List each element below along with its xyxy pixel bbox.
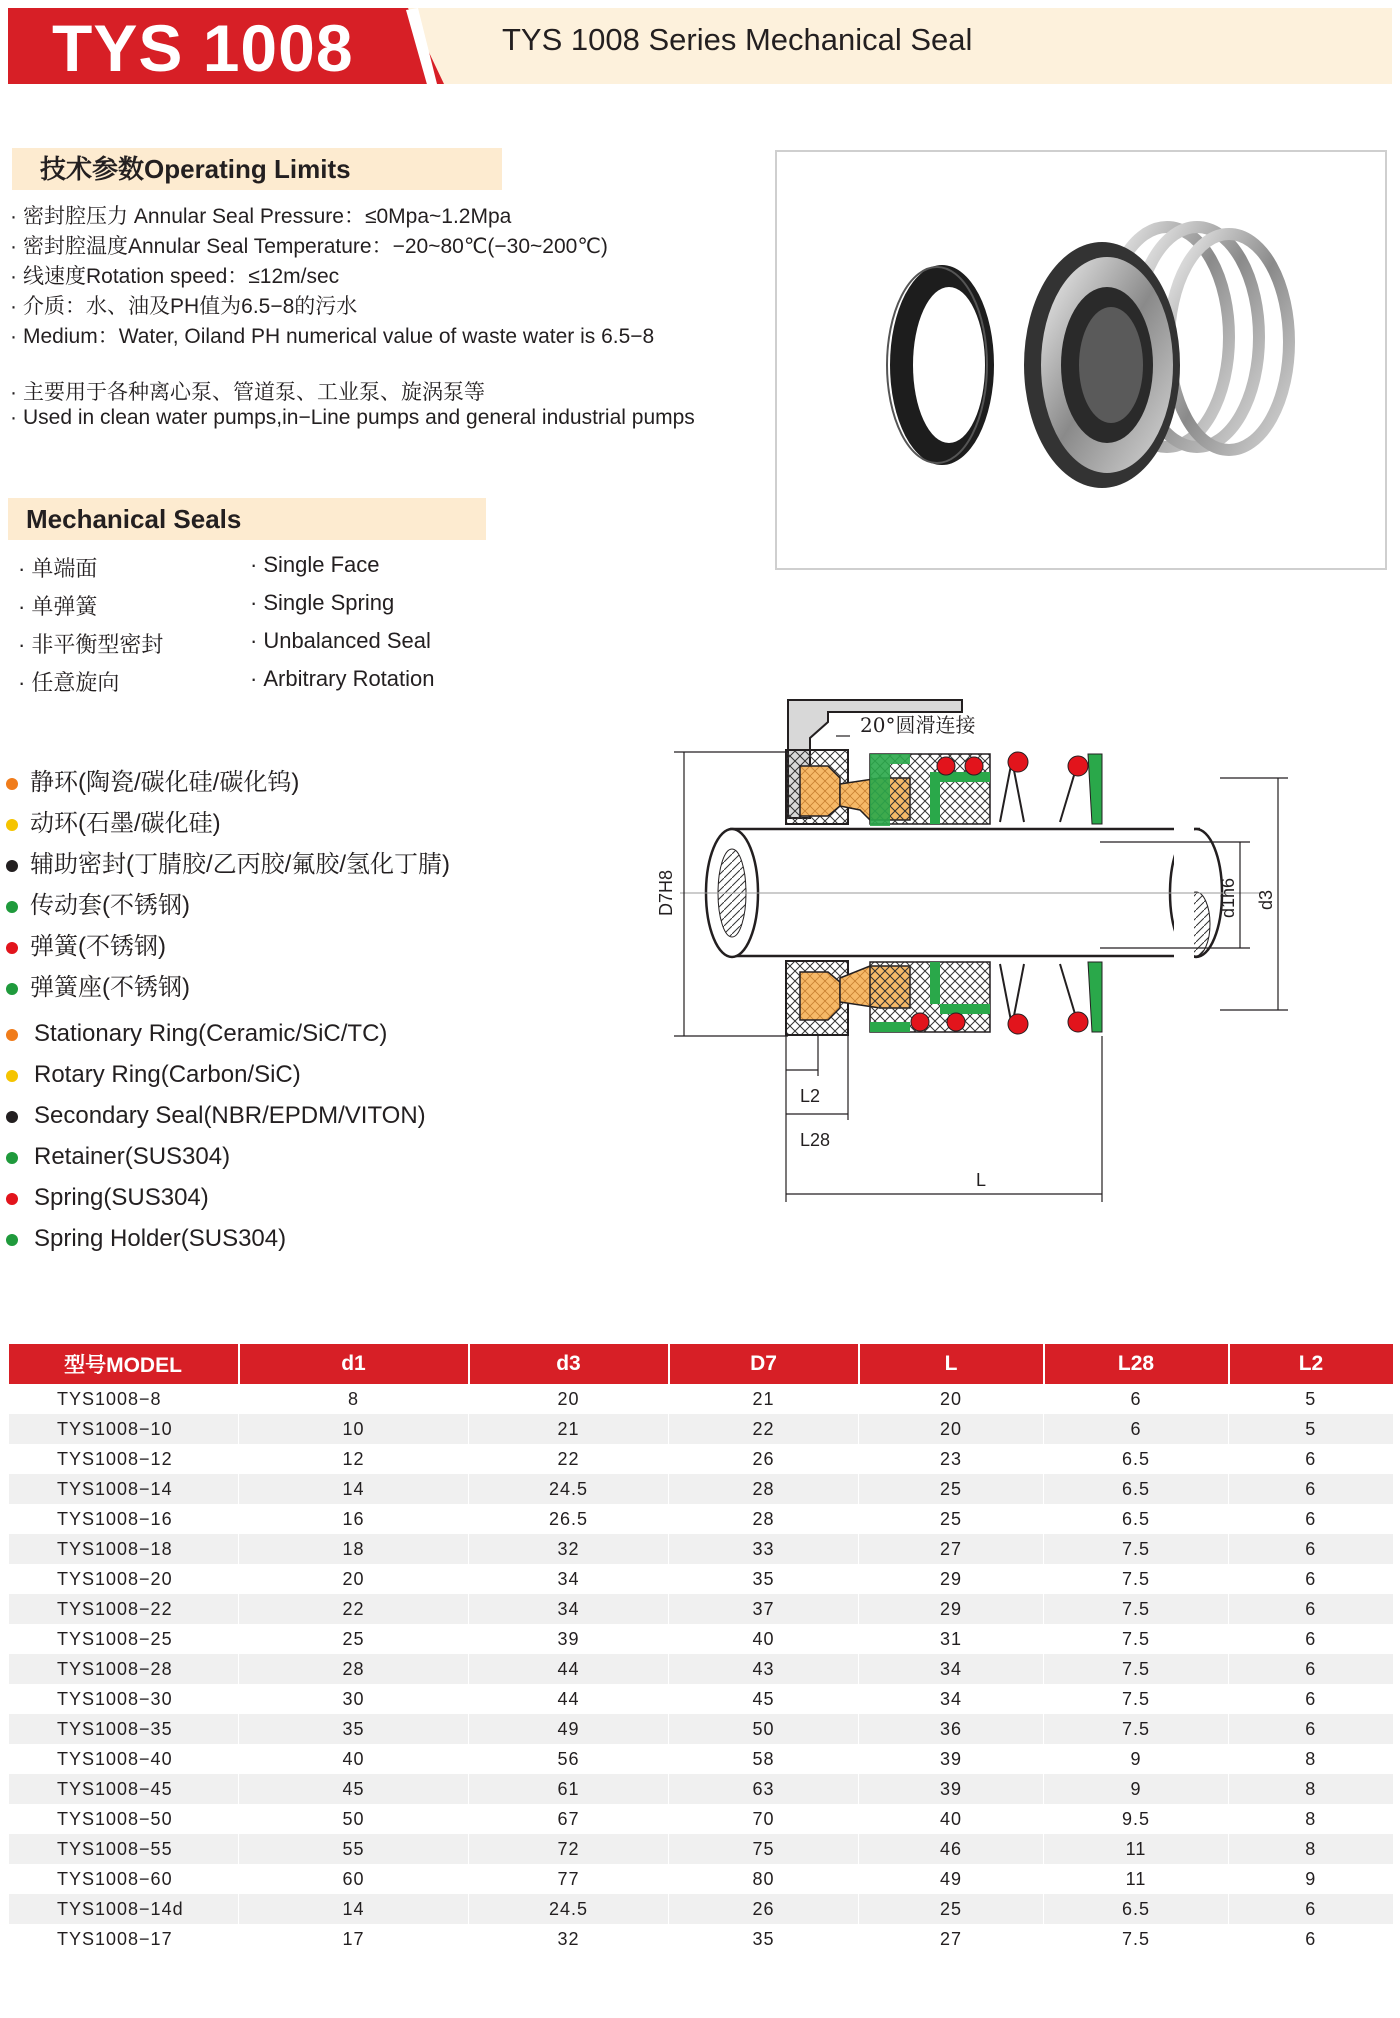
legend-item: 传动套(不锈钢) [6,885,190,920]
table-cell: 8 [1229,1834,1393,1864]
table-cell: TYS1008−16 [9,1504,239,1534]
table-cell: 6 [1229,1654,1393,1684]
table-cell: 7.5 [1044,1564,1229,1594]
legend-item: 辅助密封(丁腈胶/乙丙胶/氟胶/氢化丁腈) [6,844,450,879]
table-cell: 14 [239,1474,469,1504]
table-cell: TYS1008−22 [9,1594,239,1624]
legend-item: 弹簧座(不锈钢) [6,967,190,1002]
table-cell: 63 [669,1774,859,1804]
spring-holder-dot [6,983,18,995]
table-cell: 34 [859,1654,1044,1684]
table-cell: 20 [469,1384,669,1414]
table-cell: 28 [669,1504,859,1534]
secondary-seal-dot [6,860,18,872]
legend-item: Retainer(SUS304) [6,1143,230,1171]
limit-line: · Medium：Water, Oiland PH numerical value of waste water is 6.5−8 [10,325,655,348]
limit-line: · 线速度Rotation speed：≤12m/sec [10,265,340,288]
table-cell: 8 [1229,1774,1393,1804]
table-cell: 39 [859,1774,1044,1804]
table-row [9,1834,1393,1864]
table-cell: 28 [669,1474,859,1504]
table-cell: 25 [859,1504,1044,1534]
table-cell: 23 [859,1444,1044,1474]
table-cell: 45 [239,1774,469,1804]
table-cell: TYS1008−35 [9,1714,239,1744]
legend-item: Rotary Ring(Carbon/SiC) [6,1061,301,1089]
table-cell: 29 [859,1594,1044,1624]
table-row [9,1534,1393,1564]
table-cell: 16 [239,1504,469,1534]
table-row [9,1384,1393,1414]
table-cell: 20 [859,1384,1044,1414]
table-cell: 35 [669,1924,859,1954]
table-cell: TYS1008−8 [9,1384,239,1414]
l-label: L [976,1170,987,1190]
table-cell: TYS1008−14d [9,1894,239,1924]
table-cell: 17 [239,1924,469,1954]
limit-line: · 介质：水、油及PH值为6.5−8的污水 [10,295,358,318]
limit-line: · 密封腔压力 Annular Seal Pressure：≤0Mpa~1.2Mpa [10,205,512,228]
table-cell: 8 [239,1384,469,1414]
operating-limits-heading: 技术参数Operating Limits [12,148,502,190]
table-cell: 21 [669,1384,859,1414]
usage-line: · 主要用于各种离心泵、管道泵、工业泵、旋涡泵等 [10,381,485,404]
table-cell: 6 [1044,1384,1229,1414]
table-cell: TYS1008−55 [9,1834,239,1864]
legend-item: Spring(SUS304) [6,1184,209,1212]
table-cell: 6 [1229,1894,1393,1924]
table-cell: 80 [669,1864,859,1894]
table-cell: 7.5 [1044,1654,1229,1684]
table-cell: 34 [859,1684,1044,1714]
table-cell: 7.5 [1044,1924,1229,1954]
table-row [9,1504,1393,1534]
d3-label: d3 [1256,889,1276,910]
table-cell: 10 [239,1414,469,1444]
column-header: D7 [669,1344,859,1384]
column-header: L2 [1229,1344,1393,1384]
legend-item: Secondary Seal(NBR/EPDM/VITON) [6,1102,426,1130]
table-cell: 29 [859,1564,1044,1594]
spec-table [8,1344,1393,1954]
legend-item: Stationary Ring(Ceramic/SiC/TC) [6,1020,387,1048]
rotary-ring-dot [6,819,18,831]
table-cell: 32 [469,1924,669,1954]
legend-item: Spring Holder(SUS304) [6,1225,286,1253]
column-header: 型号MODEL [9,1344,239,1384]
table-cell: 11 [1044,1864,1229,1894]
table-cell: 20 [859,1414,1044,1444]
d1-label: d1h6 [1218,877,1238,918]
table-cell: 77 [469,1864,669,1894]
table-row [9,1804,1393,1834]
spring-dot [6,1193,18,1205]
table-cell: 26.5 [469,1504,669,1534]
table-cell: 31 [859,1624,1044,1654]
table-cell: 6 [1229,1564,1393,1594]
table-cell: TYS1008−45 [9,1774,239,1804]
table-cell: TYS1008−17 [9,1924,239,1954]
table-cell: 8 [1229,1804,1393,1834]
table-cell: 39 [469,1624,669,1654]
table-cell: 40 [669,1624,859,1654]
table-cell: TYS1008−50 [9,1804,239,1834]
table-cell: 6.5 [1044,1504,1229,1534]
table-cell: 6 [1229,1474,1393,1504]
table-cell: 34 [469,1564,669,1594]
table-cell: 34 [469,1594,669,1624]
feature-en: · Single Face [250,552,380,577]
table-cell: 21 [469,1414,669,1444]
retainer-dot [6,901,18,913]
table-row [9,1714,1393,1744]
column-header: d1 [239,1344,469,1384]
table-cell: 22 [239,1594,469,1624]
table-cell: 60 [239,1864,469,1894]
table-cell: 5 [1229,1384,1393,1414]
table-cell: 9.5 [1044,1804,1229,1834]
table-cell: 14 [239,1894,469,1924]
table-row [9,1924,1393,1954]
table-cell: 12 [239,1444,469,1474]
table-cell: 49 [859,1864,1044,1894]
stationary-ring-dot [6,778,18,790]
model-title: TYS 1008 [52,11,354,85]
table-cell: TYS1008−20 [9,1564,239,1594]
feature-en: · Single Spring [250,590,395,615]
table-cell: 25 [859,1894,1044,1924]
column-header: L [859,1344,1044,1384]
d7-label: D7H8 [656,869,676,916]
secondary-seal-dot [6,1111,18,1123]
table-cell: 39 [859,1744,1044,1774]
table-cell: TYS1008−10 [9,1414,239,1444]
table-cell: 7.5 [1044,1624,1229,1654]
table-cell: TYS1008−30 [9,1684,239,1714]
table-cell: 45 [669,1684,859,1714]
table-row [9,1474,1393,1504]
table-cell: 50 [239,1804,469,1834]
table-row [9,1654,1393,1684]
table-row [9,1684,1393,1714]
table-cell: 26 [669,1894,859,1924]
table-row [9,1894,1393,1924]
table-cell: 27 [859,1534,1044,1564]
table-cell: 6 [1229,1624,1393,1654]
table-cell: 24.5 [469,1894,669,1924]
table-cell: TYS1008−12 [9,1444,239,1474]
table-cell: 75 [669,1834,859,1864]
table-cell: 35 [239,1714,469,1744]
column-header: d3 [469,1344,669,1384]
column-header: L28 [1044,1344,1229,1384]
table-cell: 27 [859,1924,1044,1954]
table-cell: 40 [239,1744,469,1774]
table-cell: 32 [469,1534,669,1564]
retainer-dot [6,1152,18,1164]
table-row [9,1774,1393,1804]
table-cell: 5 [1229,1414,1393,1444]
spring-holder-dot [6,1234,18,1246]
table-cell: TYS1008−14 [9,1474,239,1504]
table-cell: 24.5 [469,1474,669,1504]
table-cell: 36 [859,1714,1044,1744]
table-cell: 46 [859,1834,1044,1864]
table-cell: 44 [469,1684,669,1714]
table-cell: 67 [469,1804,669,1834]
product-photo-frame [775,150,1387,570]
table-cell: TYS1008−18 [9,1534,239,1564]
table-cell: 6.5 [1044,1444,1229,1474]
table-cell: 9 [1044,1744,1229,1774]
table-cell: 20 [239,1564,469,1594]
product-photo [777,152,1385,568]
usage-line: · Used in clean water pumps,in−Line pumps and general industrial pumps [10,406,695,429]
table-row [9,1414,1393,1444]
table-cell: 6 [1229,1504,1393,1534]
limit-line: · 密封腔温度Annular Seal Temperature：−20~80℃(−30~200℃) [10,235,608,258]
table-cell: 22 [669,1414,859,1444]
table-cell: 6 [1229,1714,1393,1744]
feature-en: · Unbalanced Seal [250,628,431,653]
table-cell: 18 [239,1534,469,1564]
legend-item: 动环(石墨/碳化硅) [6,803,221,838]
stationary-ring-dot [6,1029,18,1041]
table-cell: 50 [669,1714,859,1744]
table-cell: 6 [1229,1534,1393,1564]
table-cell: TYS1008−28 [9,1654,239,1684]
table-cell: TYS1008−60 [9,1864,239,1894]
table-cell: 26 [669,1444,859,1474]
table-cell: 7.5 [1044,1714,1229,1744]
table-cell: 7.5 [1044,1534,1229,1564]
table-cell: 58 [669,1744,859,1774]
table-row [9,1744,1393,1774]
table-cell: 44 [469,1654,669,1684]
table-cell: 70 [669,1804,859,1834]
feature-en: · Arbitrary Rotation [250,666,435,691]
table-cell: 33 [669,1534,859,1564]
legend-item: 静环(陶瓷/碳化硅/碳化钨) [6,762,299,797]
table-cell: 30 [239,1684,469,1714]
table-cell: 6 [1229,1684,1393,1714]
rotary-ring-dot [6,1070,18,1082]
table-cell: 6 [1229,1594,1393,1624]
mechanical-seals-heading: Mechanical Seals [8,498,486,540]
table-cell: 22 [469,1444,669,1474]
table-cell: TYS1008−40 [9,1744,239,1774]
header-notch-decoration [398,4,438,88]
legend-item: 弹簧(不锈钢) [6,926,166,961]
drawing-note: 20°圆滑连接 [860,713,976,737]
table-cell: 25 [239,1624,469,1654]
table-cell: 9 [1229,1864,1393,1894]
feature-cn: · 非平衡型密封 [18,632,164,657]
table-cell: 25 [859,1474,1044,1504]
table-cell: 11 [1044,1834,1229,1864]
l2-label: L2 [800,1086,821,1106]
table-cell: 6.5 [1044,1474,1229,1504]
table-cell: 56 [469,1744,669,1774]
table-cell: 55 [239,1834,469,1864]
table-row [9,1594,1393,1624]
table-cell: 7.5 [1044,1684,1229,1714]
table-row [9,1864,1393,1894]
table-cell: 43 [669,1654,859,1684]
table-cell: 6.5 [1044,1894,1229,1924]
table-cell: 61 [469,1774,669,1804]
seal-cross-section-drawing [656,686,1320,1206]
table-cell: TYS1008−25 [9,1624,239,1654]
feature-cn: · 任意旋向 [18,670,120,695]
feature-cn: · 单弹簧 [18,594,98,619]
table-cell: 28 [239,1654,469,1684]
table-cell: 8 [1229,1744,1393,1774]
table-cell: 7.5 [1044,1594,1229,1624]
table-row [9,1564,1393,1594]
table-row [9,1624,1393,1654]
table-cell: 6 [1229,1444,1393,1474]
table-cell: 6 [1044,1414,1229,1444]
table-cell: 49 [469,1714,669,1744]
series-title: TYS 1008 Series Mechanical Seal [502,22,973,57]
table-cell: 72 [469,1834,669,1864]
table-cell: 9 [1044,1774,1229,1804]
l28-label: L28 [800,1130,831,1150]
spring-dot [6,942,18,954]
table-header-row [9,1344,1393,1384]
feature-cn: · 单端面 [18,556,98,581]
table-row [9,1444,1393,1474]
table-cell: 40 [859,1804,1044,1834]
table-cell: 37 [669,1594,859,1624]
table-cell: 35 [669,1564,859,1594]
table-cell: 6 [1229,1924,1393,1954]
